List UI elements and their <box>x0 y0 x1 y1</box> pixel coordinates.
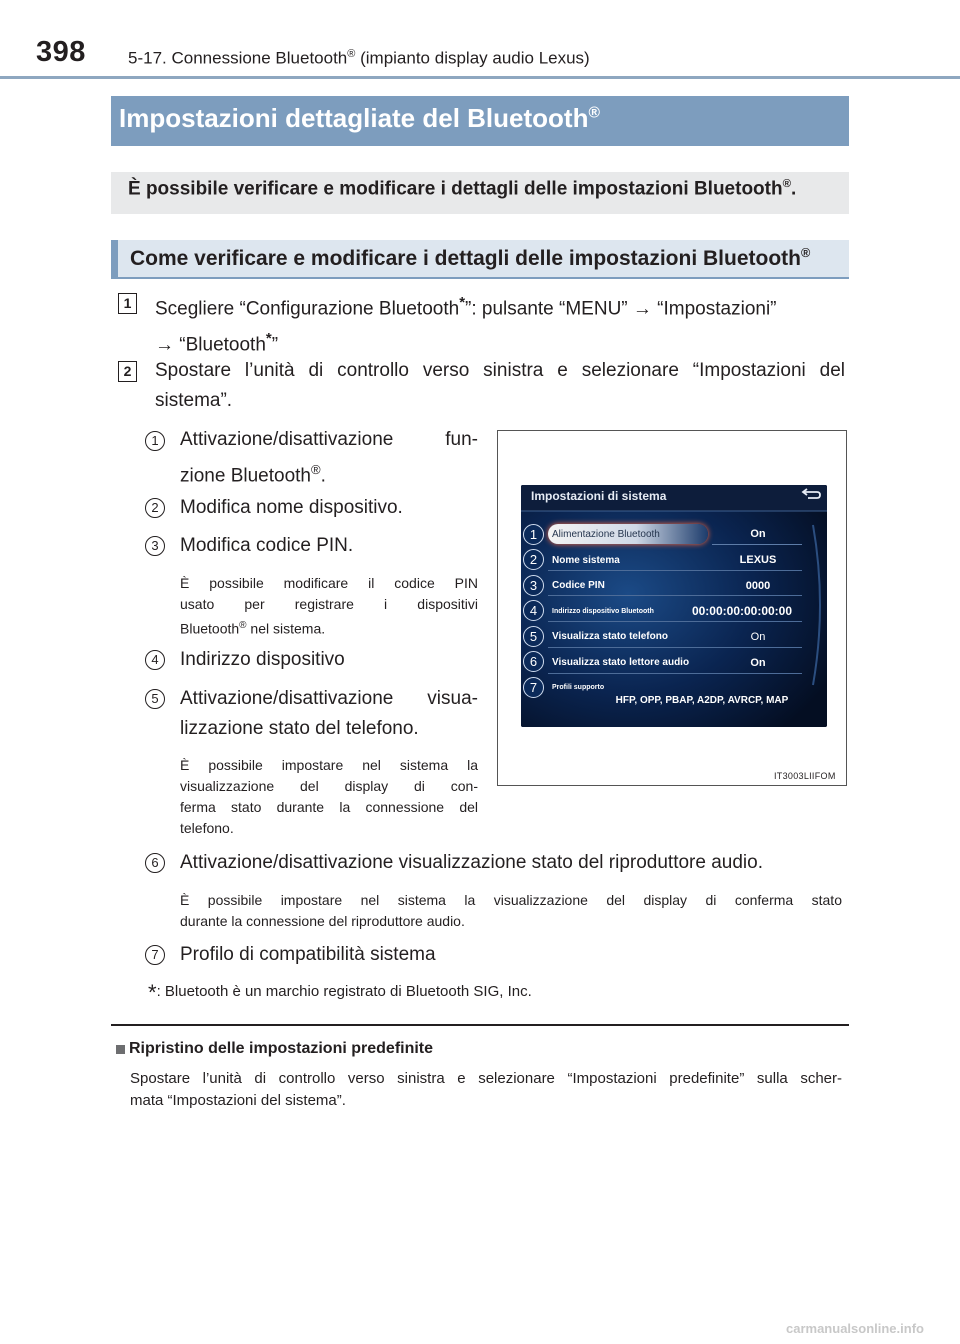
item-3-note <box>180 573 478 640</box>
registered-mark: ® <box>311 462 321 477</box>
item-number-1: 1 <box>145 431 165 451</box>
screen-row-value-1[interactable]: On <box>750 528 766 540</box>
reset-text <box>130 1068 842 1112</box>
registered-mark: ® <box>800 246 811 260</box>
section-title-text: Impostazioni dettagliate del Bluetooth <box>119 103 589 133</box>
screen-row-label-2[interactable]: Nome sistema <box>552 555 620 566</box>
screen-row-label-1[interactable]: Alimentazione Bluetooth <box>552 529 660 540</box>
item-1-line2: zione Bluetooth <box>180 465 311 487</box>
item-3-text: Modifica codice PIN. <box>180 535 354 556</box>
screen-row-number-1: 1 <box>523 524 544 545</box>
registered-mark: ® <box>782 178 791 190</box>
screen-row-number-4: 4 <box>523 600 544 621</box>
item-number-7: 7 <box>145 945 165 965</box>
screen-title: Impostazioni di sistema <box>531 489 667 503</box>
screen-row-number-3: 3 <box>523 575 544 596</box>
step-2-text <box>155 356 845 416</box>
item-5-line2: lizzazione stato del telefono. <box>180 718 419 739</box>
intro-text <box>128 178 796 200</box>
item-4-text: Indirizzo dispositivo <box>180 649 345 670</box>
screen-row-value-5[interactable]: On <box>750 631 766 643</box>
item-number-3: 3 <box>145 536 165 556</box>
screen-row-value-7[interactable]: HFP, OPP, PBAP, A2DP, AVRCP, MAP <box>615 695 789 706</box>
section-divider <box>111 1024 849 1026</box>
step-1-line2a: → “Bluetooth <box>155 334 266 356</box>
item-7-text: Profilo di compatibilità sistema <box>180 944 436 965</box>
item-1-end: . <box>320 465 326 487</box>
step-1-line1b: ”: pulsante “MENU” → “Impostazioni” <box>465 298 777 320</box>
item-number-2: 2 <box>145 498 165 518</box>
item-number-4: 4 <box>145 650 165 670</box>
page-number: 398 <box>36 36 86 68</box>
screen-row-label-3[interactable]: Codice PIN <box>552 580 605 591</box>
chapter-header <box>128 48 590 69</box>
subsection-title-text: Come verificare e modificare i dettagli delle impostazioni Bluetooth <box>130 247 801 270</box>
screen-row-value-2[interactable]: LEXUS <box>739 554 777 566</box>
item-3-note-line3: Bluetooth <box>180 620 240 637</box>
item-3-note-line2: usato per registrare i dispositivi <box>180 596 478 612</box>
screen-row-label-6[interactable]: Visualizza stato lettore audio <box>552 657 690 668</box>
item-1-line1: Attivazione/disattivazione fun- <box>180 429 478 450</box>
step-1-line2b: ” <box>271 334 279 356</box>
intro-text-end: . <box>791 178 797 200</box>
item-6-note-line2: durante la connessione del riproduttore audio. <box>180 913 465 929</box>
bullet-square-icon <box>116 1045 125 1054</box>
subsection-accent-bar <box>111 240 118 277</box>
item-5-note-line1: È possibile impostare nel sistema la <box>180 757 478 773</box>
screen-row-number-5: 5 <box>523 626 544 647</box>
footnote-text: : Bluetooth è un marchio registrato di Bluetooth SIG, Inc. <box>156 983 532 1000</box>
figure-code: IT3003LIIFOM <box>774 771 836 781</box>
item-5-note-line3: ferma stato durante la connessione del <box>180 799 478 815</box>
screen-row-value-4[interactable]: 00:00:00:00:00:00 <box>691 604 793 618</box>
subsection-underline <box>111 277 849 279</box>
reset-heading: Ripristino delle impostazioni predefinite <box>129 1040 434 1057</box>
reset-line2: mata “Impostazioni del sistema”. <box>130 1092 346 1109</box>
registered-mark: ® <box>347 48 356 60</box>
asterisk-mark: * <box>265 330 272 348</box>
item-6-note <box>180 890 842 932</box>
subsection-title <box>130 246 810 271</box>
screen-row-number-7: 7 <box>523 677 544 698</box>
step-2-line2: sistema”. <box>155 390 233 411</box>
item-3-note-end: nel sistema. <box>246 620 326 637</box>
registered-mark: ® <box>588 104 600 122</box>
item-number-6: 6 <box>145 853 165 873</box>
screen-row-label-5[interactable]: Visualizza stato telefono <box>552 631 668 642</box>
step-number-1: 1 <box>118 293 137 314</box>
screen-row-value-6[interactable]: On <box>750 657 766 669</box>
screen-row-number-6: 6 <box>523 651 544 672</box>
header-rule <box>0 76 960 79</box>
item-5-line1: Attivazione/disattivazione visua- <box>180 688 478 709</box>
step-number-2: 2 <box>118 361 137 382</box>
screen-row-label-7[interactable]: Profili supporto <box>552 684 605 691</box>
asterisk-mark: * <box>148 980 157 1005</box>
item-5-note <box>180 755 478 839</box>
footnote <box>148 980 532 1006</box>
item-6-note-line1: È possibile impostare nel sistema la visualizzazione del display di conferma stato <box>180 892 842 908</box>
asterisk-mark: * <box>459 294 466 311</box>
item-2-text: Modifica nome dispositivo. <box>180 497 403 518</box>
item-1-text <box>180 425 478 491</box>
chapter-title: 5-17. Connessione Bluetooth <box>128 48 348 68</box>
back-arrow-icon[interactable] <box>800 487 822 503</box>
item-3-note-line1: È possibile modificare il codice PIN <box>180 575 478 591</box>
item-6-text: Attivazione/disattivazione visualizzazione stato del riproduttore audio. <box>180 852 763 873</box>
step-2-line1: Spostare l’unità di controllo verso sinistra e selezionare “Impostazioni del <box>155 360 845 381</box>
watermark: carmanualsonline.info <box>786 1321 924 1336</box>
screen-row-value-3[interactable]: 0000 <box>745 580 771 592</box>
reset-line1: Spostare l’unità di controllo verso sinistra e selezionare “Impostazioni predefinite” sulla scher- <box>130 1070 842 1087</box>
step-1-line1a: Scegliere “Configurazione Bluetooth <box>155 298 460 320</box>
screen-row-label-4[interactable]: Indirizzo dispositivo Bluetooth <box>552 608 654 615</box>
registered-mark: ® <box>239 620 247 631</box>
item-number-5: 5 <box>145 689 165 709</box>
item-5-note-line2: visualizzazione del display di con- <box>180 778 478 794</box>
step-1-text <box>155 288 845 361</box>
chapter-suffix: (impianto display audio Lexus) <box>355 48 590 68</box>
screen-row-number-2: 2 <box>523 549 544 570</box>
section-title <box>119 103 600 134</box>
intro-text-body: È possibile verificare e modificare i dettagli delle impostazioni Bluetooth <box>128 178 783 200</box>
item-5-note-line4: telefono. <box>180 820 234 836</box>
item-5-text <box>180 684 478 744</box>
